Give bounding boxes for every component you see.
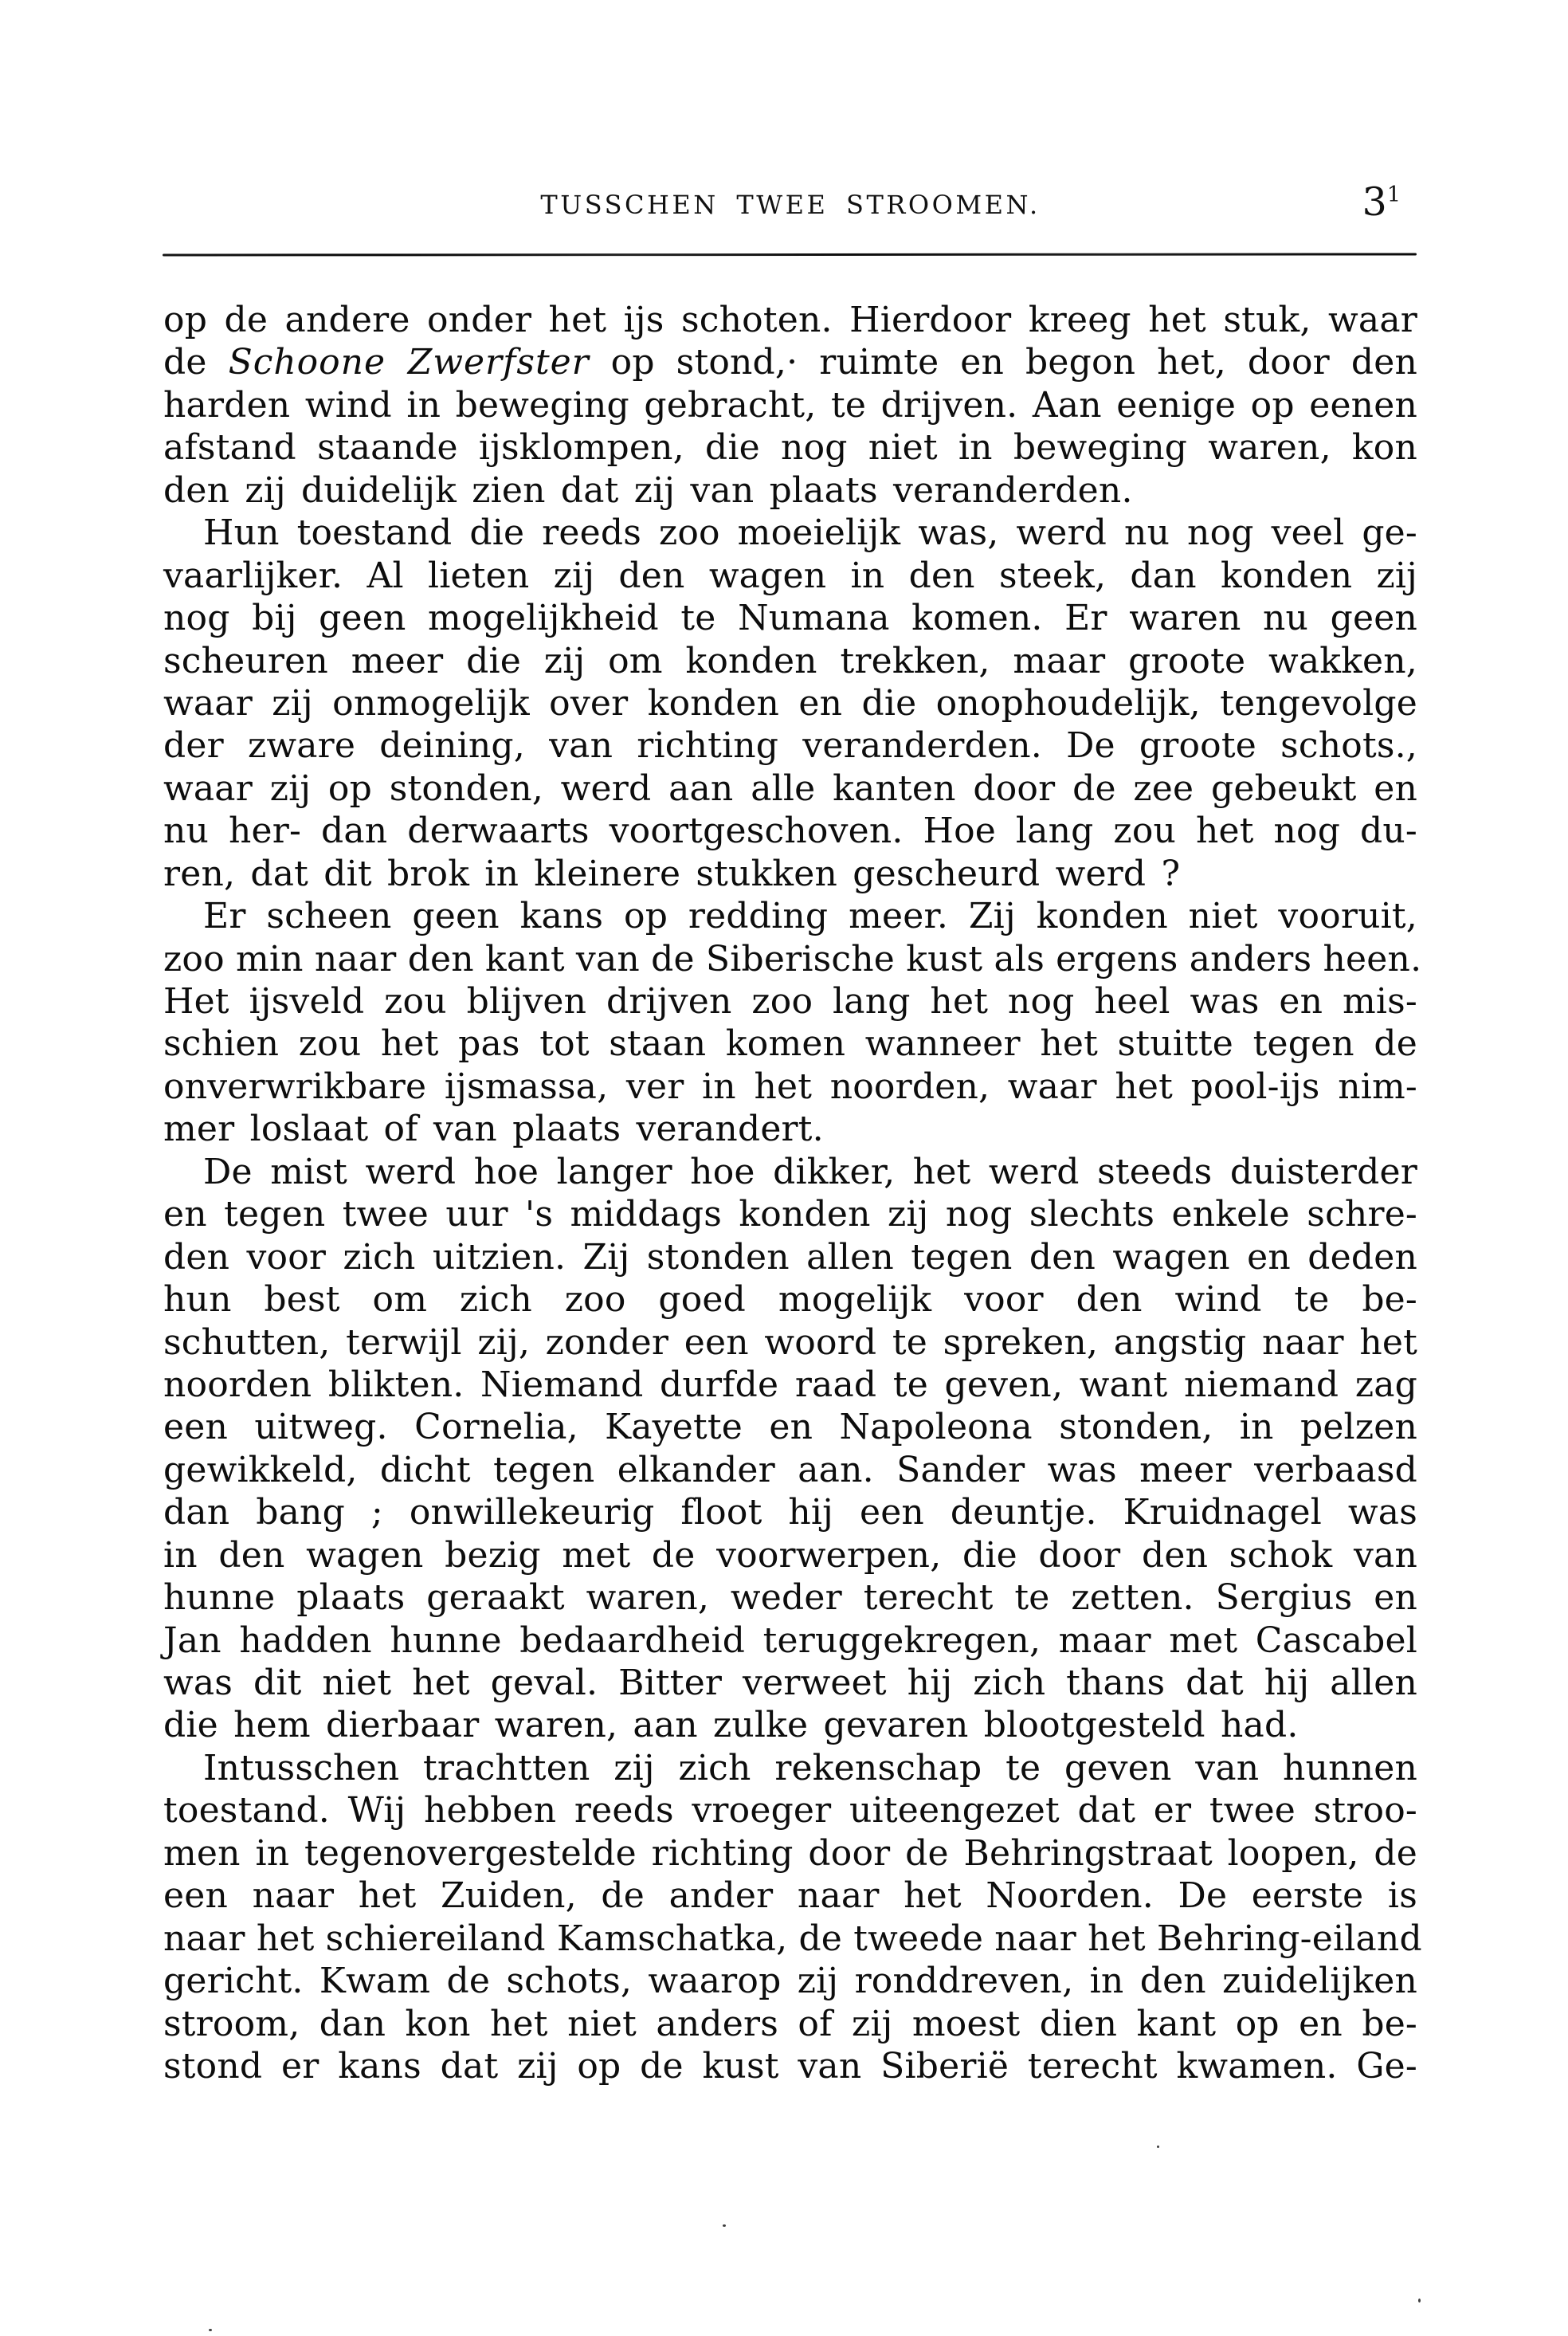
text-line [163,341,1417,383]
text-line-segment: die hem dierbaar waren, aan zulke gevaren blootgesteld had. [163,1705,1299,1746]
text-line [163,1960,1417,2002]
text-line-segment: Jan hadden hunne bedaardheid teruggekregen, maar met Cascabel [163,1619,1417,1661]
text-line-segment: hun best om zich zoo goed mogelijk voor den wind te be- [163,1279,1417,1321]
text-line-segment: hunne plaats geraakt waren, weder terecht te zetten. Sergius en [163,1577,1417,1619]
running-head-title: TUSSCHEN TWEE STROOMEN. [540,190,1041,220]
text-line-italic-segment: Schoone Zwerfster [228,342,590,383]
text-line [163,1193,1417,1235]
text-line-segment: noorden blikten. Niemand durfde raad te geven, want niemand zag [163,1364,1417,1405]
text-block [163,299,1422,2087]
text-line [163,938,1422,980]
text-line-segment: in den wagen bezig met de voorwerpen, die door den schok van [163,1534,1417,1576]
text-line-segment: was dit niet het geval. Bitter verweet hij zich thans dat hij allen [163,1663,1417,1703]
text-line-segment: gewikkeld, dicht tegen elkander aan. Sander was meer verbaasd [163,1449,1417,1490]
scan-speckle [723,2224,726,2227]
text-line [163,1491,1417,1533]
text-line [163,640,1417,682]
text-line-segment: nog bij geen mogelijkheid te Numana komen. Er waren nu geen [163,598,1417,639]
text-line [163,555,1417,597]
text-line [163,1236,1417,1278]
text-line [163,768,1417,810]
text-line [163,1364,1417,1406]
text-line [163,1108,1417,1150]
text-line [163,2003,1417,2045]
text-line [163,2045,1417,2087]
text-line [163,597,1417,639]
text-line-segment: een naar het Zuiden, de ander naar het Noorden. De eerste is [163,1875,1417,1917]
text-line [163,895,1417,937]
text-line-segment: waar zij onmogelijk over konden en die onophoudelijk, tengevolge [163,682,1417,724]
text-line [163,512,1417,554]
text-line-segment: stond er kans dat zij op de kust van Siberië terecht kwamen. Ge- [163,2045,1417,2087]
text-line-segment: stroom, dan kon het niet anders of zij moest dien kant op en be- [163,2003,1417,2044]
text-line [163,1875,1417,1917]
text-line [163,1747,1417,1789]
header-rule [163,253,1417,256]
text-line [163,810,1417,852]
text-line-segment: Er scheen geen kans op redding meer. Zij konden niet vooruit, [203,896,1417,937]
text-line [163,1789,1417,1832]
text-line-segment: scheuren meer die zij om konden trekken, maar groote wakken, [163,640,1417,681]
text-line-segment: en tegen twee uur 's middags konden zij nog slechts enkele schre- [163,1194,1417,1235]
text-line [163,299,1417,341]
text-line-segment: dan bang ; onwillekeurig floot hij een deuntje. Kruidnagel was [163,1492,1417,1533]
text-line-segment: vaarlijker. Al lieten zij den wagen in den steek, dan konden zij [163,555,1417,596]
scan-speckle [1157,2146,1159,2148]
text-line [163,1704,1417,1746]
text-line [163,853,1417,895]
text-line [163,1278,1417,1321]
text-line-segment: schien zou het pas tot staan komen wanneer het stuitte tegen de [163,1023,1417,1065]
text-line-segment: afstand staande ijsklompen, die nog niet in beweging waren, kon [163,427,1417,469]
text-line [163,1023,1417,1065]
text-line [163,1449,1417,1491]
text-line-segment: harden wind in beweging gebracht, te drijven. Aan eenige op eenen [163,384,1417,426]
text-line-segment: toestand. Wij hebben reeds vroeger uiteengezet dat er twee stroo- [163,1790,1417,1832]
text-line-segment: men in tegenovergestelde richting door de Behringstraat loopen, de [163,1832,1417,1874]
text-line-segment: Intusschen trachtten zij zich rekenschap te geven van hunnen [203,1747,1417,1788]
text-line [163,1321,1417,1364]
text-line [163,724,1417,767]
text-line [163,1918,1422,1960]
text-line [163,1066,1417,1108]
text-line-segment: der zware deining, van richting veranderden. De groote schots., [163,725,1417,767]
page-number [1362,179,1401,225]
text-line-segment: den voor zich uitzien. Zij stonden allen tegen den wagen en deden [163,1236,1417,1278]
text-line-segment: den zij duidelijk zien dat zij van plaats veranderden. [163,469,1133,511]
text-line-segment: de [163,342,229,383]
text-line-segment: zoo min naar den kant van de Siberische kust als ergens anders heen. [163,938,1422,980]
text-line-segment: een uitweg. Cornelia, Kayette en Napoleona stonden, in pelzen [163,1407,1417,1448]
page-number-small-digit: 1 [1386,183,1401,207]
text-line-segment: nu her- dan derwaarts voortgeschoven. Hoe lang zou het nog du- [163,811,1417,852]
text-line-segment: waar zij op stonden, werd aan alle kanten door de zee gebeukt en [163,768,1417,809]
text-line-segment: schutten, terwijl zij, zonder een woord te spreken, angstig naar het [163,1321,1417,1363]
text-line-segment: op stond,· ruimte en begon het, door den [589,342,1417,383]
text-line-segment: Het ijsveld zou blijven drijven zoo lang het nog heel was en mis- [163,981,1417,1022]
text-line-segment: naar het schiereiland Kamschatka, de tweede naar het Behring-eiland [163,1918,1422,1959]
text-line [163,682,1417,724]
text-line [163,426,1417,469]
text-line [163,1576,1417,1619]
text-line [163,1406,1417,1448]
text-line [163,1534,1417,1576]
text-line-segment: Hun toestand die reeds zoo moeielijk was, werd nu nog veel ge- [203,512,1417,554]
running-head [163,179,1417,228]
text-line [163,1151,1417,1193]
text-line-segment: De mist werd hoe langer hoe dikker, het werd steeds duisterder [203,1151,1417,1192]
text-line-segment: gericht. Kwam de schots, waarop zij ronddreven, in den zuidelijken [163,1961,1417,2002]
scan-speckle [1418,2299,1421,2303]
text-line [163,384,1417,426]
page-number-main-digit: 3 [1362,179,1387,225]
text-line-segment: onverwrikbare ijsmassa, ver in het noorden, waar het pool-ijs nim- [163,1066,1417,1107]
text-line-segment: ren, dat dit brok in kleinere stukken gescheurd werd ? [163,853,1181,894]
text-line-segment: op de andere onder het ijs schoten. Hierdoor kreeg het stuk, waar [163,300,1417,340]
text-line [163,980,1417,1023]
text-line [163,1832,1417,1875]
text-line [163,1619,1417,1662]
scan-speckle [209,2329,212,2331]
text-line-segment: mer loslaat of van plaats verandert. [163,1109,824,1150]
text-line [163,1662,1417,1704]
text-line [163,469,1417,512]
